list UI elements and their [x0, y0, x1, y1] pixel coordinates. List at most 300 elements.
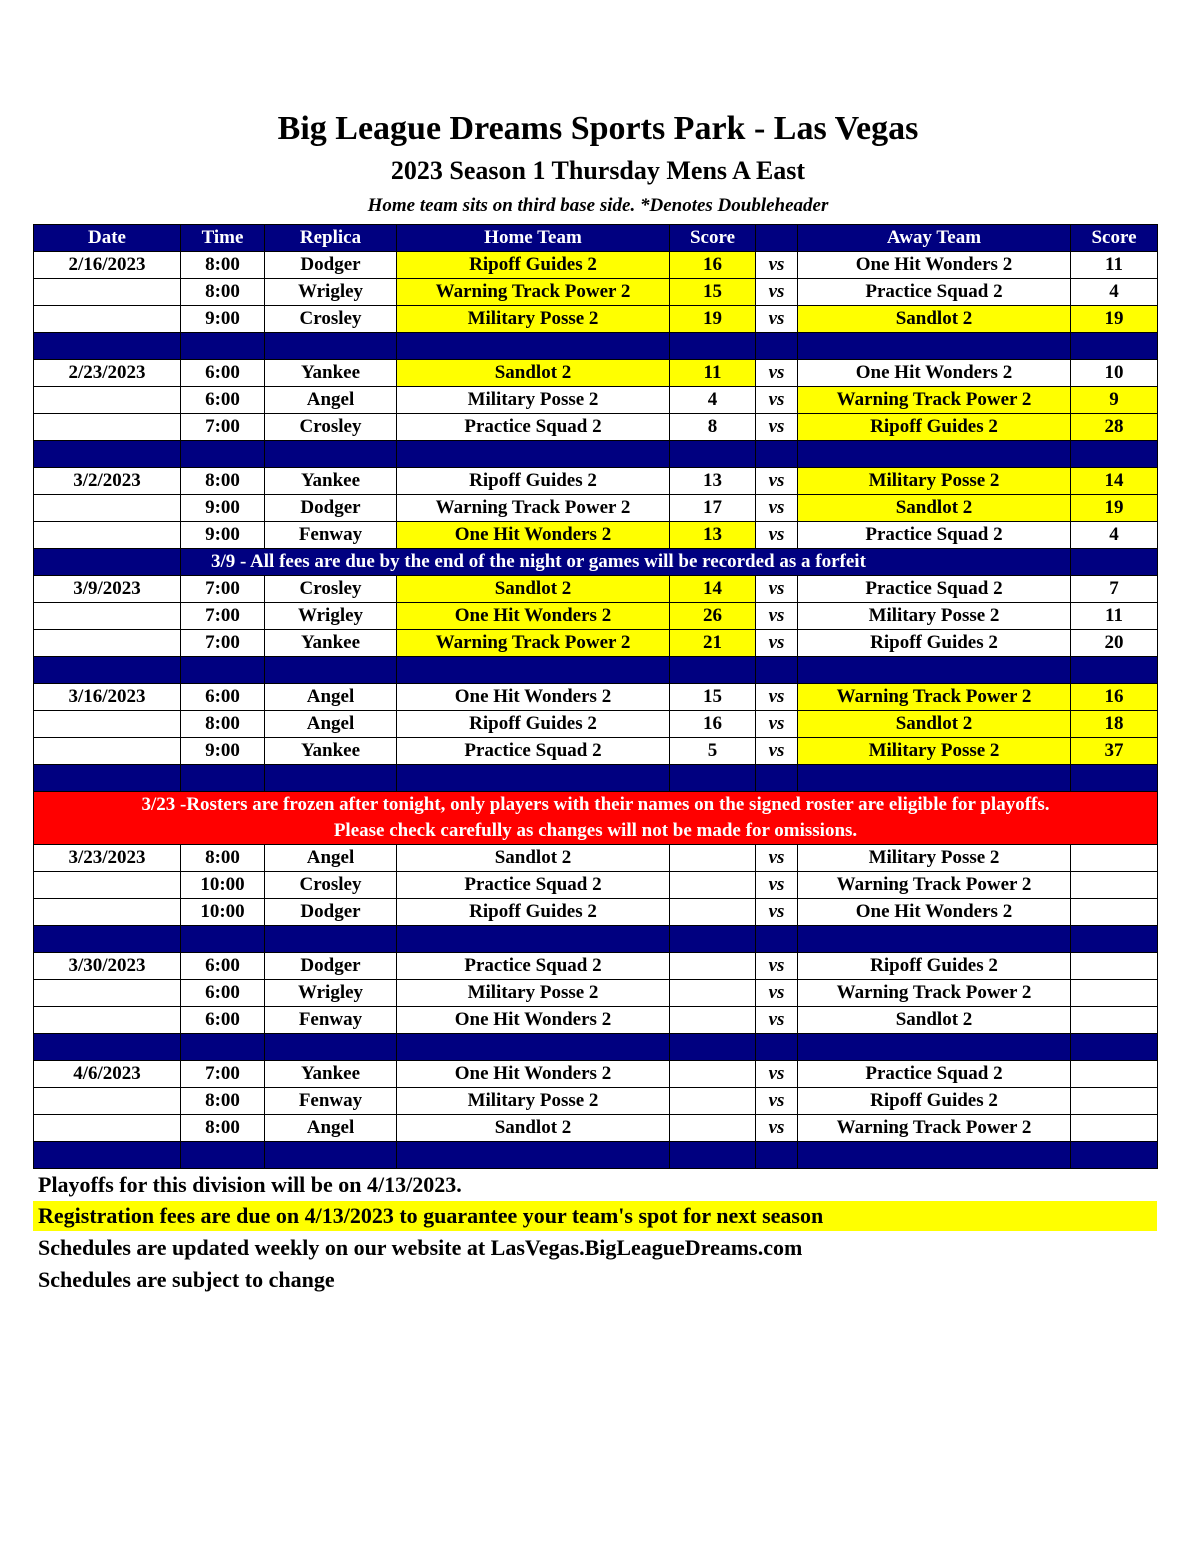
vs-cell: vs — [756, 306, 798, 333]
away-team-cell: Sandlot 2 — [798, 495, 1071, 522]
away-team-cell: Warning Track Power 2 — [798, 1115, 1071, 1142]
date-cell: 3/30/2023 — [34, 953, 181, 980]
vs-cell: vs — [756, 1088, 798, 1115]
vs-cell: vs — [756, 630, 798, 657]
table-row — [34, 1115, 1158, 1142]
spacer-cell — [265, 765, 397, 792]
vs-cell: vs — [756, 1061, 798, 1088]
spacer-cell — [756, 441, 798, 468]
schedule-subtitle: 2023 Season 1 Thursday Mens A East — [390, 156, 806, 185]
date-cell — [34, 1088, 181, 1115]
time-cell: 7:00 — [181, 576, 265, 603]
away-team-cell: Warning Track Power 2 — [798, 387, 1071, 414]
away-score-cell — [1071, 1007, 1158, 1034]
spacer-cell — [265, 657, 397, 684]
away-team-cell: Sandlot 2 — [798, 1007, 1071, 1034]
away-team-cell: Military Posse 2 — [798, 603, 1071, 630]
table-row — [34, 576, 1158, 603]
away-team-cell: Ripoff Guides 2 — [798, 414, 1071, 441]
home-team-cell: Warning Track Power 2 — [397, 495, 670, 522]
home-score-cell: 11 — [670, 360, 756, 387]
date-cell — [34, 603, 181, 630]
field-cell: Angel — [265, 1115, 397, 1142]
spacer-cell — [181, 765, 265, 792]
home-team-cell: Warning Track Power 2 — [397, 279, 670, 306]
home-score-cell: 19 — [670, 306, 756, 333]
field-cell: Crosley — [265, 306, 397, 333]
away-score-cell — [1071, 953, 1158, 980]
away-score-cell: 9 — [1071, 387, 1158, 414]
spacer-cell — [181, 1142, 265, 1169]
field-cell: Yankee — [265, 1061, 397, 1088]
home-team-cell: One Hit Wonders 2 — [397, 1007, 670, 1034]
field-cell: Angel — [265, 387, 397, 414]
home-score-cell: 15 — [670, 684, 756, 711]
time-cell: 10:00 — [181, 872, 265, 899]
roster-alert-row — [34, 792, 1158, 845]
time-cell: 8:00 — [181, 845, 265, 872]
vs-cell: vs — [756, 1115, 798, 1142]
home-score-cell — [670, 845, 756, 872]
schedule-note: Home team sits on third base side. *Denotes Doubleheader — [367, 195, 829, 216]
away-score-cell: 11 — [1071, 252, 1158, 279]
home-score-cell — [670, 1061, 756, 1088]
schedule-table — [33, 224, 1158, 1169]
away-team-cell: One Hit Wonders 2 — [798, 360, 1071, 387]
table-row — [34, 495, 1158, 522]
home-team-cell: Sandlot 2 — [397, 845, 670, 872]
column-header-away-team: Away Team — [798, 225, 1071, 252]
away-score-cell: 18 — [1071, 711, 1158, 738]
playoffs-note: Playoffs for this division will be on 4/13/2023. — [38, 1172, 462, 1197]
notice-spacer-cell — [34, 549, 181, 576]
table-row — [34, 899, 1158, 926]
spacer-cell — [798, 333, 1071, 360]
spacer-cell — [181, 926, 265, 953]
date-cell — [34, 495, 181, 522]
spacer-row — [34, 1034, 1158, 1061]
away-team-cell: Military Posse 2 — [798, 468, 1071, 495]
home-team-cell: Ripoff Guides 2 — [397, 468, 670, 495]
vs-cell: vs — [756, 684, 798, 711]
home-team-cell: Practice Squad 2 — [397, 414, 670, 441]
spacer-cell — [798, 765, 1071, 792]
home-score-cell: 17 — [670, 495, 756, 522]
spacer-cell — [756, 765, 798, 792]
spacer-cell — [670, 765, 756, 792]
column-header-time: Time — [181, 225, 265, 252]
column-header-replica: Replica — [265, 225, 397, 252]
date-cell: 4/6/2023 — [34, 1061, 181, 1088]
vs-cell: vs — [756, 738, 798, 765]
vs-cell: vs — [756, 387, 798, 414]
away-team-cell: Practice Squad 2 — [798, 279, 1071, 306]
spacer-cell — [181, 1034, 265, 1061]
date-cell: 2/23/2023 — [34, 360, 181, 387]
table-row — [34, 360, 1158, 387]
time-cell: 9:00 — [181, 738, 265, 765]
field-cell: Crosley — [265, 414, 397, 441]
vs-cell: vs — [756, 360, 798, 387]
spacer-cell — [670, 1034, 756, 1061]
spacer-cell — [265, 441, 397, 468]
spacer-cell — [397, 657, 670, 684]
spacer-cell — [756, 1142, 798, 1169]
vs-cell: vs — [756, 414, 798, 441]
table-row — [34, 872, 1158, 899]
home-team-cell: Military Posse 2 — [397, 1088, 670, 1115]
spacer-cell — [670, 926, 756, 953]
away-score-cell — [1071, 1115, 1158, 1142]
field-cell: Angel — [265, 684, 397, 711]
away-team-cell: Military Posse 2 — [798, 845, 1071, 872]
field-cell: Dodger — [265, 953, 397, 980]
field-cell: Yankee — [265, 468, 397, 495]
time-cell: 6:00 — [181, 953, 265, 980]
spacer-cell — [397, 1142, 670, 1169]
spacer-cell — [265, 1034, 397, 1061]
home-score-cell: 8 — [670, 414, 756, 441]
away-team-cell: One Hit Wonders 2 — [798, 252, 1071, 279]
date-cell — [34, 711, 181, 738]
field-cell: Dodger — [265, 495, 397, 522]
spacer-cell — [670, 333, 756, 360]
time-cell: 8:00 — [181, 1088, 265, 1115]
home-team-cell: One Hit Wonders 2 — [397, 603, 670, 630]
away-score-cell — [1071, 980, 1158, 1007]
time-cell: 9:00 — [181, 522, 265, 549]
spacer-cell — [181, 441, 265, 468]
home-team-cell: One Hit Wonders 2 — [397, 1061, 670, 1088]
home-team-cell: Military Posse 2 — [397, 980, 670, 1007]
spacer-cell — [756, 926, 798, 953]
home-score-cell: 21 — [670, 630, 756, 657]
spacer-cell — [397, 926, 670, 953]
home-score-cell: 5 — [670, 738, 756, 765]
spacer-cell — [34, 1142, 181, 1169]
field-cell: Fenway — [265, 1007, 397, 1034]
time-cell: 9:00 — [181, 495, 265, 522]
away-score-cell: 4 — [1071, 522, 1158, 549]
time-cell: 9:00 — [181, 306, 265, 333]
field-cell: Dodger — [265, 252, 397, 279]
table-row — [34, 845, 1158, 872]
field-cell: Fenway — [265, 1088, 397, 1115]
date-cell — [34, 1115, 181, 1142]
away-score-cell — [1071, 845, 1158, 872]
spacer-cell — [1071, 1034, 1158, 1061]
away-team-cell: Practice Squad 2 — [798, 522, 1071, 549]
notice-spacer-cell — [1071, 549, 1158, 576]
spacer-cell — [756, 333, 798, 360]
spacer-cell — [1071, 333, 1158, 360]
table-row — [34, 252, 1158, 279]
home-team-cell: One Hit Wonders 2 — [397, 684, 670, 711]
field-cell: Yankee — [265, 738, 397, 765]
date-cell — [34, 980, 181, 1007]
home-score-cell — [670, 953, 756, 980]
time-cell: 7:00 — [181, 1061, 265, 1088]
away-score-cell: 37 — [1071, 738, 1158, 765]
home-score-cell: 15 — [670, 279, 756, 306]
table-row — [34, 684, 1158, 711]
spacer-cell — [265, 926, 397, 953]
date-cell — [34, 738, 181, 765]
spacer-cell — [798, 1142, 1071, 1169]
table-row — [34, 603, 1158, 630]
field-cell: Wrigley — [265, 279, 397, 306]
spacer-cell — [670, 1142, 756, 1169]
home-score-cell — [670, 1007, 756, 1034]
spacer-cell — [1071, 765, 1158, 792]
spacer-cell — [34, 1034, 181, 1061]
away-score-cell: 28 — [1071, 414, 1158, 441]
date-cell — [34, 414, 181, 441]
home-team-cell: One Hit Wonders 2 — [397, 522, 670, 549]
table-row — [34, 279, 1158, 306]
notice-text: 3/9 - All fees are due by the end of the night or games will be recorded as a forfeit — [181, 549, 1071, 576]
home-team-cell: Practice Squad 2 — [397, 738, 670, 765]
spacer-row — [34, 657, 1158, 684]
field-cell: Yankee — [265, 630, 397, 657]
field-cell: Wrigley — [265, 603, 397, 630]
home-team-cell: Ripoff Guides 2 — [397, 899, 670, 926]
home-team-cell: Ripoff Guides 2 — [397, 252, 670, 279]
spacer-cell — [181, 657, 265, 684]
vs-cell: vs — [756, 872, 798, 899]
vs-cell: vs — [756, 468, 798, 495]
roster-alert — [34, 792, 1158, 845]
vs-cell: vs — [756, 495, 798, 522]
away-score-cell — [1071, 899, 1158, 926]
home-score-cell — [670, 980, 756, 1007]
field-cell: Crosley — [265, 872, 397, 899]
spacer-cell — [397, 441, 670, 468]
away-team-cell: Sandlot 2 — [798, 306, 1071, 333]
away-team-cell: Ripoff Guides 2 — [798, 953, 1071, 980]
home-score-cell: 16 — [670, 252, 756, 279]
schedule-body — [34, 225, 1158, 1169]
spacer-cell — [670, 441, 756, 468]
date-cell — [34, 279, 181, 306]
vs-cell: vs — [756, 845, 798, 872]
field-cell: Angel — [265, 845, 397, 872]
table-row — [34, 980, 1158, 1007]
home-score-cell: 13 — [670, 522, 756, 549]
date-cell — [34, 1007, 181, 1034]
home-team-cell: Warning Track Power 2 — [397, 630, 670, 657]
table-row — [34, 630, 1158, 657]
spacer-row — [34, 1142, 1158, 1169]
header-row — [34, 225, 1158, 252]
table-row — [34, 738, 1158, 765]
home-score-cell: 16 — [670, 711, 756, 738]
table-row — [34, 468, 1158, 495]
home-team-cell: Military Posse 2 — [397, 306, 670, 333]
home-team-cell: Military Posse 2 — [397, 387, 670, 414]
date-cell — [34, 522, 181, 549]
home-score-cell: 26 — [670, 603, 756, 630]
away-team-cell: Practice Squad 2 — [798, 576, 1071, 603]
column-header-home-score: Score — [670, 225, 756, 252]
spacer-cell — [34, 441, 181, 468]
spacer-cell — [34, 926, 181, 953]
spacer-row — [34, 765, 1158, 792]
time-cell: 10:00 — [181, 899, 265, 926]
time-cell: 8:00 — [181, 468, 265, 495]
date-cell — [34, 306, 181, 333]
date-cell: 3/23/2023 — [34, 845, 181, 872]
home-team-cell: Sandlot 2 — [397, 1115, 670, 1142]
table-row — [34, 953, 1158, 980]
table-row — [34, 711, 1158, 738]
notice-row — [34, 549, 1158, 576]
time-cell: 8:00 — [181, 1115, 265, 1142]
field-cell: Angel — [265, 711, 397, 738]
table-row — [34, 306, 1158, 333]
spacer-cell — [1071, 926, 1158, 953]
field-cell: Yankee — [265, 360, 397, 387]
time-cell: 6:00 — [181, 387, 265, 414]
home-score-cell — [670, 1088, 756, 1115]
vs-cell: vs — [756, 522, 798, 549]
date-cell: 3/16/2023 — [34, 684, 181, 711]
away-team-cell: Warning Track Power 2 — [798, 980, 1071, 1007]
away-score-cell — [1071, 1088, 1158, 1115]
column-header-date: Date — [34, 225, 181, 252]
column-header-away-score: Score — [1071, 225, 1158, 252]
time-cell: 6:00 — [181, 360, 265, 387]
spacer-cell — [756, 1034, 798, 1061]
away-team-cell: One Hit Wonders 2 — [798, 899, 1071, 926]
field-cell: Dodger — [265, 899, 397, 926]
time-cell: 8:00 — [181, 252, 265, 279]
date-cell — [34, 872, 181, 899]
field-cell: Wrigley — [265, 980, 397, 1007]
vs-cell: vs — [756, 953, 798, 980]
time-cell: 6:00 — [181, 1007, 265, 1034]
home-score-cell — [670, 872, 756, 899]
field-cell: Fenway — [265, 522, 397, 549]
date-cell: 2/16/2023 — [34, 252, 181, 279]
time-cell: 8:00 — [181, 279, 265, 306]
home-team-cell: Sandlot 2 — [397, 576, 670, 603]
spacer-cell — [34, 765, 181, 792]
field-cell: Crosley — [265, 576, 397, 603]
time-cell: 6:00 — [181, 980, 265, 1007]
spacer-cell — [1071, 657, 1158, 684]
away-score-cell: 14 — [1071, 468, 1158, 495]
column-header-vs — [756, 225, 798, 252]
vs-cell: vs — [756, 980, 798, 1007]
time-cell: 6:00 — [181, 684, 265, 711]
time-cell: 7:00 — [181, 414, 265, 441]
date-cell — [34, 630, 181, 657]
spacer-row — [34, 441, 1158, 468]
table-row — [34, 387, 1158, 414]
spacer-cell — [798, 926, 1071, 953]
away-score-cell: 16 — [1071, 684, 1158, 711]
spacer-cell — [397, 765, 670, 792]
vs-cell: vs — [756, 603, 798, 630]
spacer-cell — [798, 657, 1071, 684]
table-row — [34, 522, 1158, 549]
home-score-cell — [670, 1115, 756, 1142]
spacer-cell — [397, 333, 670, 360]
away-team-cell: Ripoff Guides 2 — [798, 1088, 1071, 1115]
table-row — [34, 1061, 1158, 1088]
spacer-cell — [34, 333, 181, 360]
spacer-cell — [265, 1142, 397, 1169]
date-cell: 3/9/2023 — [34, 576, 181, 603]
spacer-cell — [756, 657, 798, 684]
table-row — [34, 414, 1158, 441]
away-team-cell: Practice Squad 2 — [798, 1061, 1071, 1088]
home-score-cell: 13 — [670, 468, 756, 495]
date-cell — [34, 387, 181, 414]
home-team-cell: Sandlot 2 — [397, 360, 670, 387]
page-title: Big League Dreams Sports Park - Las Vegas — [277, 110, 919, 147]
away-score-cell — [1071, 1061, 1158, 1088]
home-score-cell — [670, 899, 756, 926]
away-team-cell: Ripoff Guides 2 — [798, 630, 1071, 657]
vs-cell: vs — [756, 711, 798, 738]
time-cell: 7:00 — [181, 603, 265, 630]
vs-cell: vs — [756, 899, 798, 926]
away-team-cell: Warning Track Power 2 — [798, 872, 1071, 899]
away-score-cell: 19 — [1071, 495, 1158, 522]
spacer-cell — [397, 1034, 670, 1061]
roster-alert-line1: 3/23 -Rosters are frozen after tonight, only players with their names on the signed roster are eligible for playoffs. — [141, 794, 1050, 815]
time-cell: 7:00 — [181, 630, 265, 657]
home-team-cell: Practice Squad 2 — [397, 872, 670, 899]
away-score-cell: 4 — [1071, 279, 1158, 306]
date-cell — [34, 899, 181, 926]
vs-cell: vs — [756, 576, 798, 603]
spacer-cell — [34, 657, 181, 684]
away-score-cell — [1071, 872, 1158, 899]
spacer-cell — [265, 333, 397, 360]
table-row — [34, 1088, 1158, 1115]
away-score-cell: 11 — [1071, 603, 1158, 630]
home-team-cell: Practice Squad 2 — [397, 953, 670, 980]
spacer-cell — [670, 657, 756, 684]
registration-note: Registration fees are due on 4/13/2023 to guarantee your team's spot for next season — [33, 1201, 1157, 1231]
spacer-cell — [1071, 441, 1158, 468]
spacer-cell — [798, 441, 1071, 468]
date-cell: 3/2/2023 — [34, 468, 181, 495]
away-score-cell: 19 — [1071, 306, 1158, 333]
table-row — [34, 1007, 1158, 1034]
away-team-cell: Warning Track Power 2 — [798, 684, 1071, 711]
vs-cell: vs — [756, 1007, 798, 1034]
away-team-cell: Military Posse 2 — [798, 738, 1071, 765]
home-score-cell: 14 — [670, 576, 756, 603]
change-note: Schedules are subject to change — [38, 1267, 335, 1292]
spacer-row — [34, 926, 1158, 953]
home-score-cell: 4 — [670, 387, 756, 414]
roster-alert-line2: Please check carefully as changes will not be made for omissions. — [333, 820, 858, 841]
home-team-cell: Ripoff Guides 2 — [397, 711, 670, 738]
spacer-cell — [798, 1034, 1071, 1061]
spacer-cell — [1071, 1142, 1158, 1169]
vs-cell: vs — [756, 279, 798, 306]
spacer-cell — [181, 333, 265, 360]
column-header-home-team: Home Team — [397, 225, 670, 252]
away-team-cell: Sandlot 2 — [798, 711, 1071, 738]
away-score-cell: 7 — [1071, 576, 1158, 603]
spacer-row — [34, 333, 1158, 360]
